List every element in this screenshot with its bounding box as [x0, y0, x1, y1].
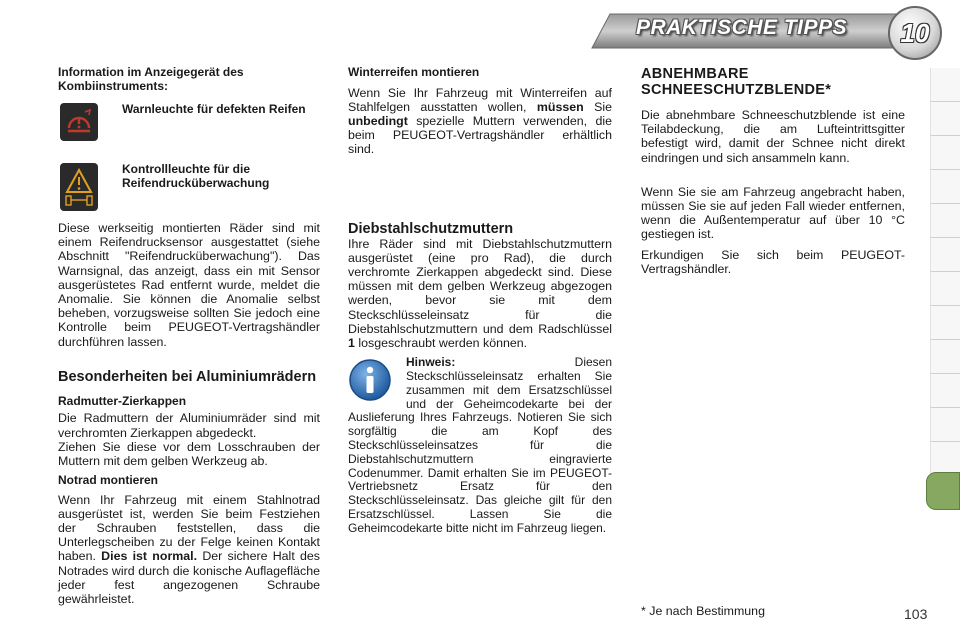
chapter-tab[interactable] [930, 170, 960, 204]
spare-wheel-text: Wenn Ihr Fahrzeug mit einem Stahlnotrad ausgerüstet ist, werden Sie beim Festziehen der Schrauben feststellen, dass die Unterlegscheiben zu der Felge keinen Kontakt haben. [58, 492, 320, 564]
warning-light-row [58, 103, 320, 141]
page-number: 103 [904, 606, 928, 622]
winter-tyres-heading: Winterreifen montieren [348, 65, 480, 79]
spare-wheel-paragraph [58, 493, 320, 607]
chapter-tabs [930, 68, 960, 538]
anti-theft-heading: Diebstahlschutzmuttern [348, 220, 514, 237]
warning-light-label: Warnleuchte für defekten Reifen [122, 102, 306, 116]
chapter-badge [888, 6, 942, 60]
hint-box [348, 356, 612, 535]
info-icon [348, 358, 392, 402]
winter-emphasis-2: unbedingt [348, 113, 408, 128]
winter-text-a: Wenn Sie Ihr Fahrzeug mit Winterreifen auf Stahlfelgen ausstatten wollen, [348, 85, 612, 114]
column-right [641, 66, 905, 276]
winter-emphasis-1: müssen [536, 99, 584, 114]
control-light-label: Kontrollleuchte für die Reifendrucküberwachung [122, 162, 270, 190]
spare-wheel-text-2: Der sichere Halt des Notrades wird durch die konische Auflagefläche jeder fest angezogenen Schraube gewährleistet. [58, 549, 320, 607]
snow-guard-paragraph-1: Die abnehmbare Schneeschutzblende ist eine Teilabdeckung, die am Lufteintrittsgitter befestigt wird, damit der Schnee nicht direkt eindringen und sich ansammeln kann. [641, 108, 905, 165]
snow-guard-paragraph-2: Wenn Sie sie am Fahrzeug angebracht haben, müssen Sie sie auf jeden Fall wieder entfernen, wenn die Außentemperatur auf über 10 °C gestiegen ist. [641, 184, 905, 242]
chapter-tab[interactable] [930, 136, 960, 170]
winter-tyres-paragraph [348, 86, 612, 157]
aluminium-section-heading: Besonderheiten bei Aluminiumrädern [58, 368, 317, 385]
chapter-tab[interactable] [930, 204, 960, 238]
tire-warning-icon [60, 103, 98, 141]
theft-key-number: 1 [348, 335, 355, 350]
chapter-tab[interactable] [930, 238, 960, 272]
chapter-tab[interactable] [930, 102, 960, 136]
column-left [58, 66, 320, 606]
info-heading: Information im Anzeigegerät des Kombiinstruments: [58, 65, 244, 93]
hint-label: Hinweis: [406, 355, 456, 370]
chapter-tab[interactable] [930, 272, 960, 306]
footnote: * Je nach Bestimmung [641, 604, 765, 618]
wheel-caps-paragraph-2: Ziehen Sie diese vor dem Losschrauben der Muttern mit dem gelben Werkzeug ab. [58, 439, 320, 468]
chapter-tab[interactable] [930, 442, 960, 476]
theft-text-b: losgeschraubt werden können. [354, 335, 528, 350]
winter-text-b: Sie [583, 99, 612, 114]
snow-guard-paragraph-3: Erkundigen Sie sich beim PEUGEOT-Vertragshändler. [641, 247, 905, 276]
wheel-caps-paragraph-1: Die Radmuttern der Aluminiumräder sind mit verchromten Zierkappen abgedeckt. [58, 411, 320, 440]
chapter-number: 10 [900, 17, 930, 48]
spare-wheel-emphasis: Dies ist normal. [101, 549, 198, 564]
tire-pressure-icon [60, 163, 98, 211]
chapter-tab[interactable] [930, 68, 960, 102]
snow-guard-heading: ABNEHMBARE SCHNEESCHUTZBLENDE* [641, 66, 832, 98]
winter-text-c: spezielle Muttern verwenden, die beim PEUGEOT-Vertragshändler erhältlich sind. [348, 113, 612, 157]
chapter-tab[interactable] [930, 408, 960, 442]
chapter-tab[interactable] [930, 374, 960, 408]
hint-text: Diesen Steckschlüsseleinsatz erhalten Sie zusammen mit dem Ersatzschlüssel und der Geheimcodekarte bei der Auslieferung Ihres Fahrzeugs. Notieren Sie sich sorgfältig die am Kopf des Steckschlüsseleinsatzes für die Diebstahlschutzmuttern eingravierte Codenummer. Damit erhalten Sie im PEUGEOT-Vertriebsnetz Ersatz für den Steckschlüsseleinsatz. Das gleiche gilt für den Ersatzschlüssel. Lassen Sie die Geheimcodekarte bitte nicht im Fahrzeug liegen. [348, 355, 612, 535]
column-middle [348, 66, 612, 536]
chapter-title: PRAKTISCHE TIPPS [636, 16, 848, 39]
spare-wheel-heading: Notrad montieren [58, 473, 159, 488]
chapter-tab[interactable] [930, 340, 960, 374]
wheel-caps-heading: Radmutter-Zierkappen [58, 393, 187, 408]
sensor-paragraph: Diese werkseitig montierten Räder sind mit einem Reifendrucksensor ausgestattet (siehe Abschnitt "Reifendrucküberwachung"). Das Warnsignal, das anzeigt, dass ein mit Sensor ausgerüstetes Rad entfernt wurde, meldet die Anomalie. Sie können die Anomalie selbst beheben, vorzugsweise sollten Sie jedoch eine Kontrolle beim PEUGEOT-Vertragshändler durchführen lassen. [58, 221, 320, 349]
control-light-row [58, 163, 320, 211]
chapter-tab[interactable] [930, 306, 960, 340]
theft-text-a: Ihre Räder sind mit Diebstahlschutzmuttern ausgerüstet (eine pro Rad), die durch verchromte Zierkappen abgedeckt sind. Diese müssen mit dem gelben Werkzeug abgezogen werden, bevor sie mit dem Steckschlüsseleinsatz für die Diebstahlschutzmuttern und dem Radschlüssel [348, 236, 612, 336]
chapter-tab-active[interactable] [926, 472, 960, 510]
anti-theft-paragraph [348, 237, 612, 351]
